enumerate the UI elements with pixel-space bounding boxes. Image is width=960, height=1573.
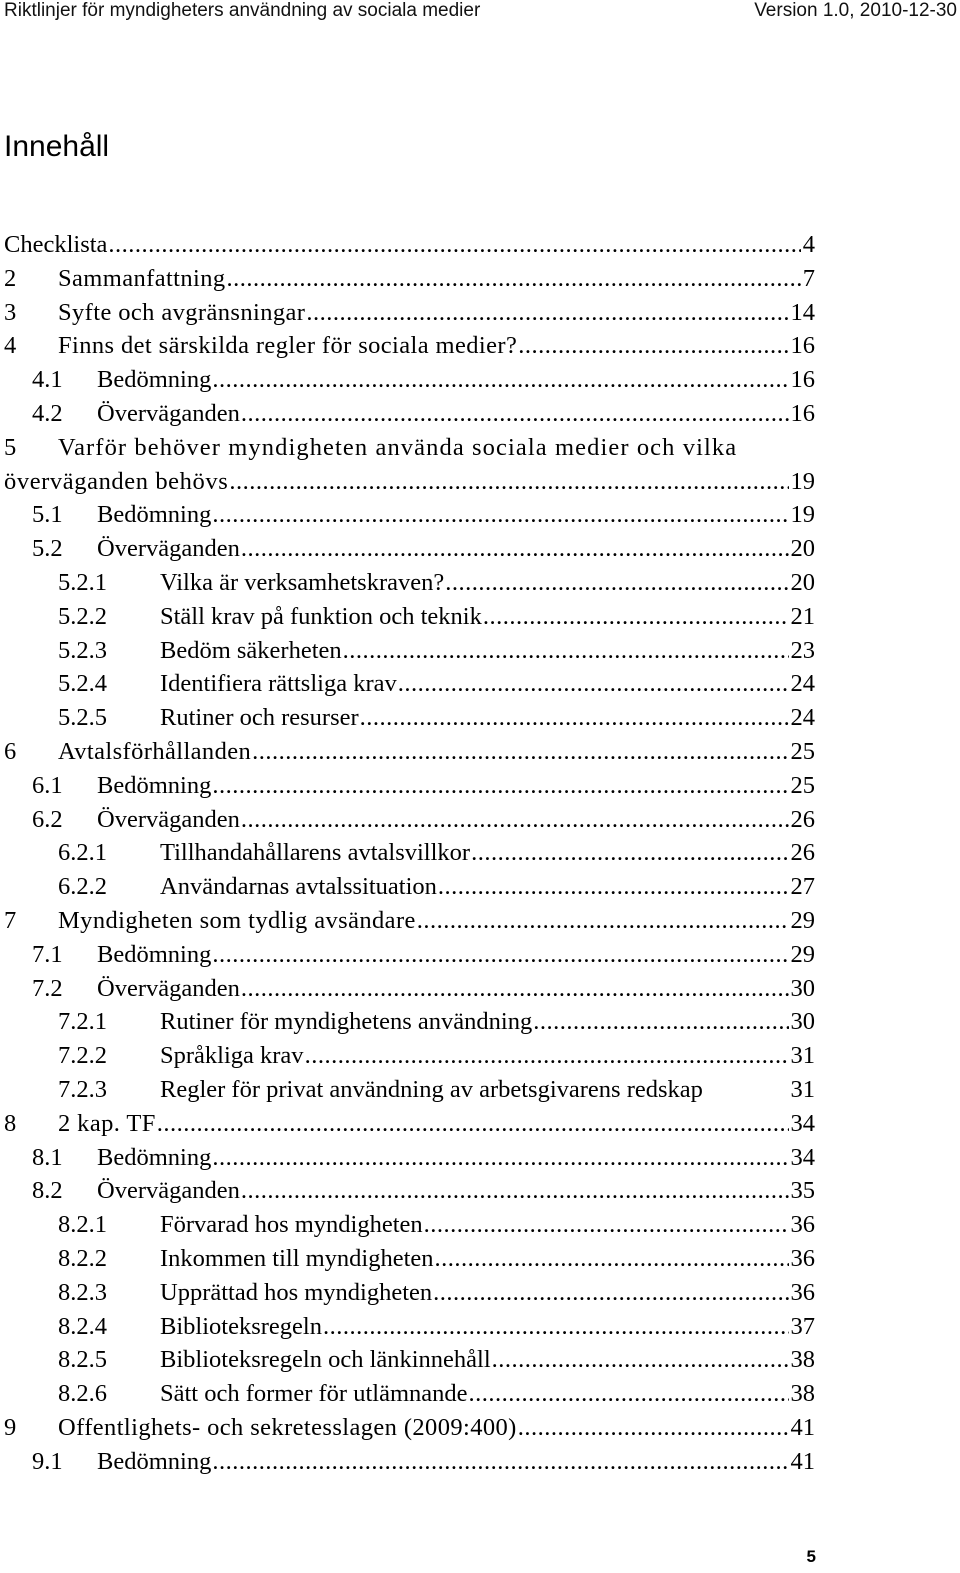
dot-leader	[212, 769, 788, 803]
dot-leader	[229, 465, 788, 499]
toc-entry-number: 6.2.2	[58, 873, 107, 901]
toc-entry-number: 4.1	[32, 366, 63, 394]
toc-entry-title: Språkliga krav	[160, 1042, 304, 1070]
toc-entry-page: 36	[790, 1245, 815, 1272]
toc-entry-number: 5.2.5	[58, 704, 107, 732]
toc-entry[interactable]	[0, 667, 960, 701]
page-title: Innehåll	[4, 130, 110, 163]
toc-entry[interactable]	[0, 634, 960, 668]
toc-entry-title: Överväganden	[97, 535, 240, 563]
toc-entry-number: 7.1	[32, 940, 63, 968]
toc-entry-number: 5	[4, 433, 17, 461]
dot-leader	[492, 1343, 789, 1377]
toc-entry[interactable]	[0, 1208, 960, 1242]
toc-entry-number: 8.2.5	[58, 1346, 107, 1374]
toc-entry[interactable]	[0, 1411, 960, 1445]
dot-leader	[252, 735, 788, 769]
dot-leader	[433, 1276, 788, 1310]
toc-entry-page: 14	[790, 298, 815, 326]
toc-entry[interactable]	[0, 228, 960, 262]
toc-entry-title: 2 kap. TF	[58, 1109, 156, 1137]
toc-entry-page: 41	[790, 1414, 815, 1441]
toc-entry-number: 5.2.2	[58, 602, 107, 630]
running-header	[0, 0, 960, 26]
header-version: Version 1.0, 2010-12-30	[754, 0, 957, 21]
toc-entry-title: Ställ krav på funktion och teknik	[160, 602, 482, 630]
toc-entry[interactable]	[0, 1310, 960, 1344]
toc-entry-page: 23	[790, 636, 815, 664]
toc-entry-title: Checklista	[4, 231, 108, 258]
toc-entry-title: överväganden behövs	[4, 467, 229, 495]
toc-entry-title: Bedömning	[97, 940, 212, 968]
toc-entry-number: 7.2.3	[58, 1076, 107, 1103]
toc-entry-title: Användarnas avtalssituation	[160, 873, 437, 901]
dot-leader	[212, 1445, 788, 1479]
toc-entry[interactable]	[0, 296, 960, 330]
toc-entry-page: 34	[790, 1143, 815, 1171]
toc-entry-page: 25	[790, 738, 815, 765]
toc-entry-page: 37	[790, 1312, 815, 1340]
toc-entry-page: 34	[790, 1109, 815, 1137]
toc-entry-number: 3	[4, 298, 17, 326]
toc-entry[interactable]	[0, 1377, 960, 1411]
dot-leader	[435, 1242, 789, 1276]
dot-leader	[518, 1411, 789, 1445]
toc-entry-number: 9.1	[32, 1447, 63, 1475]
toc-entry-title: Överväganden	[97, 805, 240, 833]
dot-leader	[305, 1039, 789, 1073]
toc-entry-page: 21	[790, 602, 815, 630]
toc-entry-page: 16	[790, 400, 815, 427]
toc-entry[interactable]	[0, 1039, 960, 1073]
toc-entry-page: 38	[790, 1380, 815, 1408]
toc-entry-title: Varför behöver myndigheten använda sociala medier och vilka	[58, 433, 738, 461]
toc-entry-title: Inkommen till myndigheten	[160, 1245, 434, 1272]
toc-entry-number: 7.2	[32, 974, 63, 1002]
toc-entry-page: 20	[790, 535, 815, 563]
toc-entry[interactable]	[0, 397, 960, 431]
toc-entry[interactable]	[0, 1276, 960, 1310]
toc-entry-page: 26	[790, 805, 815, 833]
dot-leader	[471, 836, 788, 870]
toc-entry-number: 5.2.3	[58, 636, 107, 664]
toc-entry-number: 6.2.1	[58, 839, 107, 867]
dot-leader	[398, 667, 789, 701]
dot-leader	[518, 329, 788, 363]
toc-entry-page: 30	[790, 1008, 815, 1036]
toc-entry[interactable]	[0, 836, 960, 870]
dot-leader	[469, 1377, 789, 1411]
dot-leader	[445, 566, 788, 600]
dot-leader	[212, 363, 788, 397]
toc-entry[interactable]	[0, 431, 960, 465]
toc-entry-page: 35	[790, 1177, 815, 1205]
toc-entry-number: 4	[4, 332, 17, 360]
dot-leader	[360, 701, 789, 735]
toc-entry-title: Bedömning	[97, 771, 212, 799]
toc-entry-number: 7.2.1	[58, 1008, 107, 1036]
toc-entry[interactable]	[0, 735, 960, 769]
toc-entry[interactable]	[0, 1343, 960, 1377]
toc-entry-title: Syfte och avgränsningar	[58, 298, 306, 326]
toc-entry-title: Finns det särskilda regler för sociala medier?	[58, 332, 518, 360]
toc-entry[interactable]	[0, 701, 960, 735]
toc-entry-page: 36	[790, 1278, 815, 1306]
toc-entry-page: 27	[790, 873, 815, 901]
toc-entry-title: Bedömning	[97, 366, 212, 394]
toc-entry-page: 20	[790, 569, 815, 596]
toc-entry-number: 8.2.6	[58, 1380, 107, 1408]
toc-entry[interactable]	[0, 1242, 960, 1276]
toc-entry-page: 16	[790, 366, 815, 394]
toc-entry-title: Rutiner och resurser	[160, 704, 359, 732]
toc-entry-number: 8.2	[32, 1177, 63, 1205]
toc-entry[interactable]	[0, 1141, 960, 1175]
toc-entry-title: Överväganden	[97, 1177, 240, 1205]
toc-entry-title: Överväganden	[97, 400, 240, 427]
toc-entry-page: 7	[802, 264, 815, 292]
toc-entry-title: Biblioteksregeln och länkinnehåll	[160, 1346, 491, 1374]
toc-entry-title: Regler för privat användning av arbetsgivarens redskap	[160, 1076, 703, 1103]
toc-entry-page: 38	[790, 1346, 815, 1374]
dot-leader	[108, 228, 800, 262]
toc-entry-page: 41	[790, 1447, 815, 1475]
toc-entry[interactable]	[0, 498, 960, 532]
toc-entry[interactable]	[0, 803, 960, 837]
toc-entry[interactable]	[0, 1174, 960, 1208]
toc-entry-title: Bedömning	[97, 1143, 212, 1171]
toc-entry-page: 19	[790, 467, 815, 495]
toc-entry-number: 8.2.2	[58, 1245, 107, 1272]
toc-entry-page: 4	[802, 231, 815, 258]
toc-entry-number: 8.1	[32, 1143, 63, 1171]
dot-leader	[241, 972, 789, 1006]
toc-entry-page: 26	[790, 839, 815, 867]
dot-leader	[343, 634, 789, 668]
toc-entry-page: 24	[790, 670, 815, 698]
toc-entry-number: 6.1	[32, 771, 63, 799]
toc-entry-page: 31	[790, 1076, 815, 1103]
toc-entry-title: Bedömning	[97, 501, 212, 529]
toc-entry-number: 6	[4, 738, 17, 765]
toc-entry[interactable]	[0, 566, 960, 600]
toc-entry-title: Biblioteksregeln	[160, 1312, 322, 1340]
toc-entry[interactable]	[0, 600, 960, 634]
toc-entry-number: 5.2	[32, 535, 63, 563]
toc-entry[interactable]	[0, 262, 960, 296]
toc-entry-title: Identifiera rättsliga krav	[160, 670, 397, 698]
toc-entry-number: 7	[4, 907, 17, 934]
toc-entry-number: 2	[4, 264, 17, 292]
toc-entry-title: Sammanfattning	[58, 264, 226, 292]
toc-entry[interactable]	[0, 972, 960, 1006]
dot-leader	[533, 1005, 788, 1039]
page-number: 5	[806, 1547, 816, 1566]
toc-entry-continuation[interactable]	[0, 465, 960, 499]
dot-leader	[212, 938, 788, 972]
toc-entry-title: Bedöm säkerheten	[160, 636, 342, 664]
toc-entry-title: Förvarad hos myndigheten	[160, 1211, 423, 1239]
dot-leader	[323, 1310, 789, 1344]
toc-entry-page: 25	[790, 771, 815, 799]
dot-leader	[483, 600, 789, 634]
toc-entry-title: Rutiner för myndighetens användning	[160, 1008, 533, 1036]
dot-leader	[438, 870, 789, 904]
dot-leader	[417, 904, 789, 938]
toc-entry-title: Tillhandahållarens avtalsvillkor	[160, 839, 471, 867]
toc-entry-number: 8.2.1	[58, 1211, 107, 1239]
toc-entry-title: Vilka är verksamhetskraven?	[160, 569, 445, 596]
toc-entry[interactable]	[0, 1107, 960, 1141]
toc-entry-title: Upprättad hos myndigheten	[160, 1278, 433, 1306]
dot-leader	[241, 1174, 789, 1208]
toc-entry[interactable]	[0, 870, 960, 904]
toc-entry-page: 31	[790, 1042, 815, 1070]
dot-leader	[424, 1208, 789, 1242]
toc-entry-number: 4.2	[32, 400, 63, 427]
toc-entry-number: 5.1	[32, 501, 63, 529]
toc-entry-number: 8	[4, 1109, 17, 1137]
toc-entry-number: 5.2.4	[58, 670, 107, 698]
dot-leader	[306, 296, 788, 330]
toc-entry[interactable]	[0, 1005, 960, 1039]
toc-entry[interactable]	[0, 1073, 960, 1107]
dot-leader	[227, 262, 801, 296]
toc-entry[interactable]	[0, 904, 960, 938]
dot-leader	[241, 397, 789, 431]
toc-entry[interactable]	[0, 1445, 960, 1479]
toc-entry-number: 8.2.3	[58, 1278, 107, 1306]
toc-entry[interactable]	[0, 938, 960, 972]
toc-entry[interactable]	[0, 769, 960, 803]
toc-entry-page: 24	[790, 704, 815, 732]
toc-entry-number: 6.2	[32, 805, 63, 833]
dot-leader	[241, 532, 789, 566]
toc-entry-title: Bedömning	[97, 1447, 212, 1475]
toc-entry-number: 8.2.4	[58, 1312, 107, 1340]
toc-entry[interactable]	[0, 329, 960, 363]
toc-entry-page: 29	[790, 907, 815, 934]
toc-entry-title: Avtalsförhållanden	[58, 738, 252, 765]
header-document-title: Riktlinjer för myndigheters användning av sociala medier	[4, 0, 481, 21]
toc-entry-number: 9	[4, 1414, 17, 1441]
toc-entry[interactable]	[0, 532, 960, 566]
dot-leader	[212, 498, 788, 532]
toc-entry-title: Sätt och former för utlämnande	[160, 1380, 468, 1408]
toc-entry-page: 19	[790, 501, 815, 529]
toc-entry[interactable]	[0, 363, 960, 397]
toc-entry-page: 36	[790, 1211, 815, 1239]
dot-leader	[157, 1107, 789, 1141]
dot-leader	[241, 803, 789, 837]
toc-entry-page: 30	[790, 974, 815, 1002]
toc-entry-title: Överväganden	[97, 974, 240, 1002]
toc-entry-number: 5.2.1	[58, 569, 107, 596]
toc-entry-title: Offentlighets- och sekretesslagen (2009:400)	[58, 1414, 517, 1441]
toc-entry-number: 7.2.2	[58, 1042, 107, 1070]
toc-entry-page: 16	[790, 332, 815, 360]
dot-leader	[212, 1141, 788, 1175]
toc-entry-title: Myndigheten som tydlig avsändare	[58, 907, 416, 934]
toc-entry-page: 29	[790, 940, 815, 968]
